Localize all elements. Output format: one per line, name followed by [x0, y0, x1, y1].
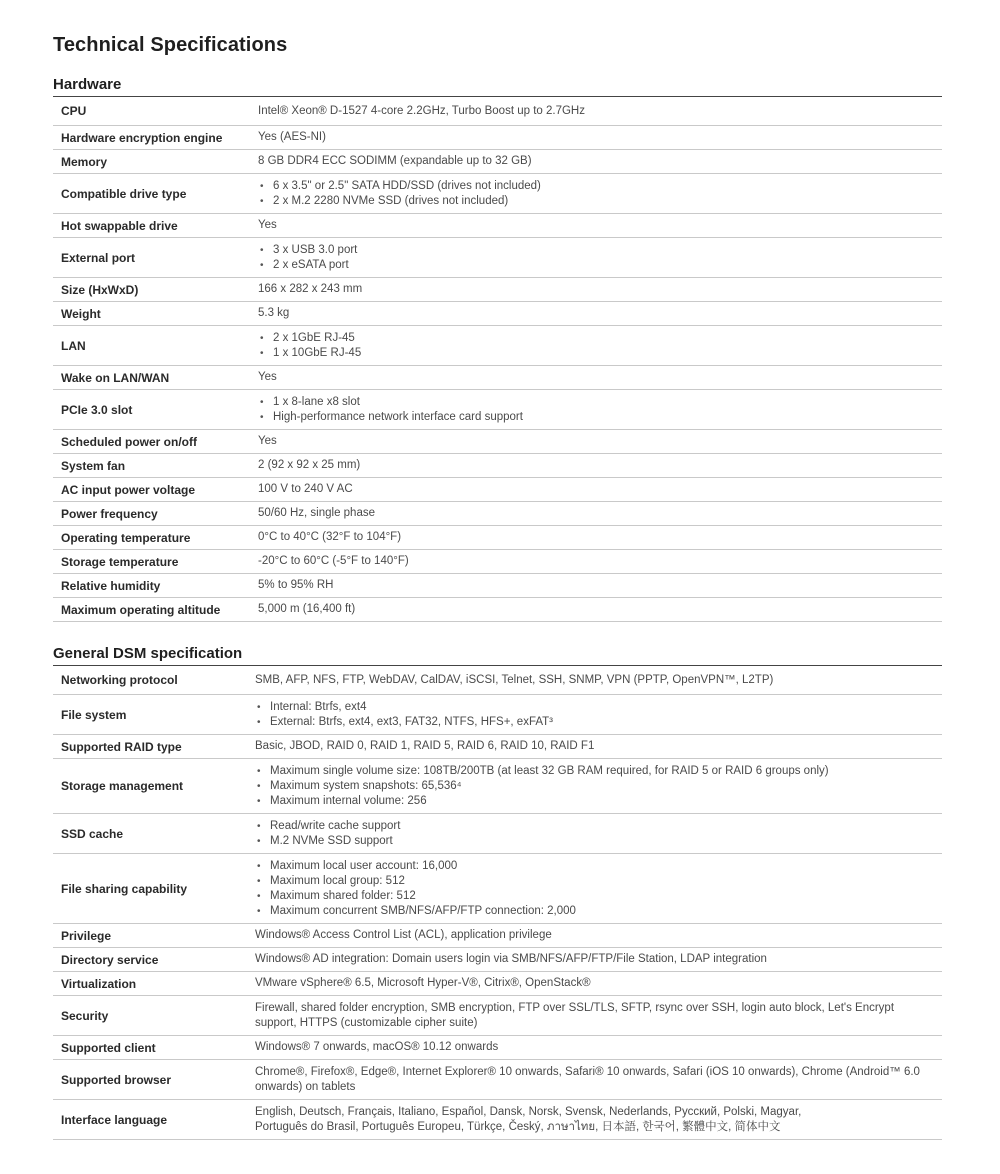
spec-bullet-item: • 2 x M.2 2280 NVMe SSD (drives not included): [258, 194, 942, 209]
spec-row: [53, 366, 942, 390]
spec-row: [53, 666, 942, 695]
spec-bullet-item: • 6 x 3.5" or 2.5" SATA HDD/SSD (drives not included): [258, 179, 942, 194]
spec-bullet-item: • Maximum local user account: 16,000: [255, 859, 942, 874]
spec-bullet-item: • External: Btrfs, ext4, ext3, FAT32, NTFS, HFS+, exFAT³: [255, 715, 942, 730]
spec-value: Yes: [258, 371, 277, 383]
spec-value-line: English, Deutsch, Français, Italiano, Español, Dansk, Norsk, Svensk, Nederlands, Русский, Polski, Magyar,: [255, 1105, 802, 1118]
spec-bullet-item: • High-performance network interface card support: [258, 410, 942, 425]
spec-row: [53, 972, 942, 996]
spec-value: [255, 859, 942, 919]
spec-bullet-list: [255, 764, 942, 809]
spec-value: Windows® AD integration: Domain users login via SMB/NFS/AFP/FTP/File Station, LDAP integration: [255, 953, 767, 965]
spec-value: [258, 395, 942, 425]
spec-value: 2 (92 x 92 x 25 mm): [258, 459, 361, 471]
spec-bullet-item: • Internal: Btrfs, ext4: [255, 700, 942, 715]
spec-row: [53, 924, 942, 948]
spec-value: Intel® Xeon® D-1527 4-core 2.2GHz, Turbo Boost up to 2.7GHz: [258, 104, 585, 117]
spec-label: PCIe 3.0 slot: [61, 402, 133, 417]
spec-row: [53, 814, 942, 854]
spec-bullet-list: [255, 700, 942, 730]
spec-row: [53, 854, 942, 924]
spec-value: [258, 243, 942, 273]
spec-label: Wake on LAN/WAN: [61, 370, 170, 385]
spec-bullet-item: • M.2 NVMe SSD support: [255, 834, 942, 849]
spec-bullet-item: • 1 x 8-lane x8 slot: [258, 395, 942, 410]
spec-label: Weight: [61, 306, 101, 321]
spec-row: [53, 996, 942, 1036]
spec-label: Security: [61, 1008, 109, 1023]
spec-row: [53, 430, 942, 454]
spec-value: Yes: [258, 435, 277, 447]
spec-value: Basic, JBOD, RAID 0, RAID 1, RAID 5, RAID 6, RAID 10, RAID F1: [255, 740, 595, 752]
spec-row: [53, 302, 942, 326]
spec-value: Yes: [258, 219, 277, 231]
spec-row: [53, 1060, 942, 1100]
spec-label: Supported RAID type: [61, 739, 182, 754]
spec-value: 5% to 95% RH: [258, 579, 334, 591]
spec-bullet-item: • Maximum system snapshots: 65,536⁴: [255, 779, 942, 794]
spec-bullet-item: • Read/write cache support: [255, 819, 942, 834]
spec-label: Virtualization: [61, 976, 137, 991]
spec-label: CPU: [61, 104, 87, 118]
spec-value: [255, 1065, 942, 1095]
spec-value-line: Português do Brasil, Português Europeu, Türkçe, Český, ภาษาไทย, 日本語, 한국어, 繁體中文, 简体中文: [255, 1120, 781, 1133]
spec-bullet-item: • Maximum shared folder: 512: [255, 889, 942, 904]
spec-label: Privilege: [61, 928, 112, 943]
spec-label: Storage temperature: [61, 554, 179, 569]
spec-value: 100 V to 240 V AC: [258, 483, 353, 495]
dsm-section-title: General DSM specification: [53, 645, 243, 662]
spec-row: [53, 526, 942, 550]
spec-label: Compatible drive type: [61, 186, 187, 201]
spec-label: File system: [61, 707, 127, 722]
spec-value: [255, 764, 942, 809]
spec-bullet-list: [258, 179, 942, 209]
spec-bullet-item: • Maximum concurrent SMB/NFS/AFP/FTP connection: 2,000: [255, 904, 942, 919]
spec-row: [53, 598, 942, 622]
spec-row: [53, 1100, 942, 1140]
spec-bullet-list: [258, 331, 942, 361]
spec-bullet-list: [258, 395, 942, 425]
spec-bullet-item: • Maximum single volume size: 108TB/200TB (at least 32 GB RAM required, for RAID 5 or RAID 6 groups only): [255, 764, 942, 779]
spec-value: Yes (AES-NI): [258, 131, 326, 143]
spec-label: LAN: [61, 338, 86, 353]
spec-label: AC input power voltage: [61, 482, 196, 497]
spec-value-line: onwards) on tablets: [255, 1080, 356, 1093]
spec-value: Windows® 7 onwards, macOS® 10.12 onwards: [255, 1041, 499, 1053]
spec-label: Maximum operating altitude: [61, 602, 221, 617]
spec-label: Hardware encryption engine: [61, 130, 223, 145]
spec-bullet-item: • 2 x eSATA port: [258, 258, 942, 273]
spec-row: [53, 759, 942, 814]
spec-label: Hot swappable drive: [61, 218, 178, 233]
spec-value: 5,000 m (16,400 ft): [258, 603, 356, 615]
spec-bullet-list: [255, 819, 942, 849]
spec-label: Storage management: [61, 779, 184, 793]
spec-value: 0°C to 40°C (32°F to 104°F): [258, 531, 402, 543]
spec-row: [53, 1036, 942, 1060]
hardware-spec-table: [53, 96, 942, 622]
spec-label: Size (HxWxD): [61, 282, 139, 297]
spec-label: Networking protocol: [61, 673, 178, 687]
spec-bullet-item: • 2 x 1GbE RJ-45: [258, 331, 942, 346]
spec-value-line: Firewall, shared folder encryption, SMB encryption, FTP over SSL/TLS, SFTP, rsync over SSH, login auto block, Let's Encrypt: [255, 1001, 895, 1014]
spec-row: [53, 550, 942, 574]
spec-bullet-list: [258, 243, 942, 273]
spec-row: [53, 502, 942, 526]
page-title: Technical Specifications: [53, 34, 288, 56]
spec-row: [53, 326, 942, 366]
dsm-spec-table: [53, 665, 942, 1140]
spec-value: 50/60 Hz, single phase: [258, 507, 375, 519]
spec-row: [53, 478, 942, 502]
spec-bullet-item: • Maximum local group: 512: [255, 874, 942, 889]
spec-label: Operating temperature: [61, 530, 191, 545]
spec-value: [255, 1105, 942, 1135]
spec-row: [53, 454, 942, 478]
hardware-section-title: Hardware: [53, 76, 122, 93]
spec-row: [53, 278, 942, 302]
spec-row: [53, 695, 942, 735]
spec-label: Power frequency: [61, 506, 158, 521]
spec-row: [53, 735, 942, 759]
spec-label: External port: [61, 250, 136, 265]
spec-value: VMware vSphere® 6.5, Microsoft Hyper-V®, Citrix®, OpenStack®: [255, 977, 591, 989]
spec-label: Relative humidity: [61, 578, 161, 593]
spec-label: Directory service: [61, 952, 159, 967]
spec-bullet-list: [255, 859, 942, 919]
spec-value: Windows® Access Control List (ACL), application privilege: [255, 929, 552, 941]
spec-label: File sharing capability: [61, 881, 188, 896]
spec-bullet-item: • Maximum internal volume: 256: [255, 794, 942, 809]
spec-row: [53, 126, 942, 150]
spec-value: SMB, AFP, NFS, FTP, WebDAV, CalDAV, iSCSI, Telnet, SSH, SNMP, VPN (PPTP, OpenVPN™, L2TP): [255, 673, 774, 686]
spec-value-line: Chrome®, Firefox®, Edge®, Internet Explorer® 10 onwards, Safari® 10 onwards, Safari (iOS 10 onwards), Chrome (Android™ 6.0: [255, 1065, 920, 1078]
spec-label: Scheduled power on/off: [61, 434, 198, 449]
spec-value: [258, 331, 942, 361]
spec-label: Memory: [61, 154, 108, 169]
spec-row: [53, 574, 942, 598]
spec-label: System fan: [61, 458, 126, 473]
spec-row: [53, 174, 942, 214]
spec-label: SSD cache: [61, 826, 124, 841]
spec-row: [53, 390, 942, 430]
spec-value: [258, 179, 942, 209]
spec-row: [53, 238, 942, 278]
spec-value-line: support, HTTPS (customizable cipher suite): [255, 1016, 478, 1029]
spec-label: Interface language: [61, 1112, 168, 1127]
spec-row: [53, 214, 942, 238]
spec-row: [53, 948, 942, 972]
spec-value: [255, 700, 942, 730]
spec-value: [255, 819, 942, 849]
spec-label: Supported browser: [61, 1072, 172, 1087]
spec-value: 166 x 282 x 243 mm: [258, 283, 363, 295]
spec-label: Supported client: [61, 1040, 156, 1055]
spec-bullet-item: • 1 x 10GbE RJ-45: [258, 346, 942, 361]
spec-bullet-item: • 3 x USB 3.0 port: [258, 243, 942, 258]
spec-value: 5.3 kg: [258, 307, 290, 319]
spec-row: [53, 97, 942, 126]
spec-value: -20°C to 60°C (-5°F to 140°F): [258, 555, 409, 567]
spec-value: 8 GB DDR4 ECC SODIMM (expandable up to 32 GB): [258, 155, 532, 167]
spec-row: [53, 150, 942, 174]
spec-value: [255, 1001, 942, 1031]
